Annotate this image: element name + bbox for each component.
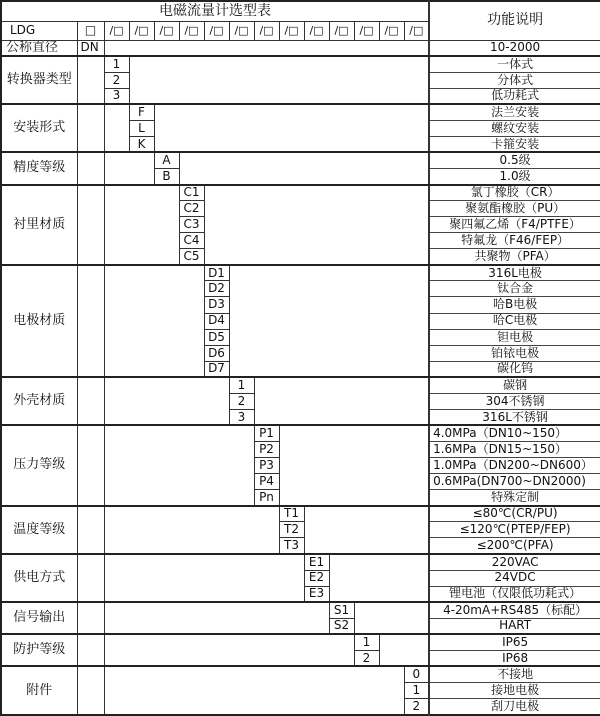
desc-cell: 哈C电极 — [429, 313, 600, 329]
code-cell: 1 — [354, 634, 379, 650]
desc-cell: 0.6MPa(DN700~DN2000) — [429, 474, 600, 490]
desc-cell: 聚四氟乙烯（F4/PTFE） — [429, 217, 600, 233]
code-cell: C4 — [179, 233, 204, 249]
spacer-cell — [77, 554, 104, 602]
spacer-cell — [104, 634, 354, 666]
model-slot: /□ — [129, 21, 154, 40]
spacer-cell — [104, 265, 204, 377]
desc-cell: 4.0MPa（DN10~150） — [429, 425, 600, 441]
code-cell: B — [154, 168, 179, 184]
spacer-cell — [379, 634, 429, 666]
desc-cell: 316L不锈钢 — [429, 409, 600, 425]
spacer-cell — [77, 377, 104, 425]
spacer-cell — [77, 265, 104, 377]
code-cell: D4 — [204, 313, 229, 329]
code-cell: D3 — [204, 297, 229, 313]
desc-cell: 24VDC — [429, 570, 600, 586]
desc-cell: 铂铱电极 — [429, 345, 600, 361]
desc-cell: 法兰安装 — [429, 104, 600, 120]
desc-cell: 一体式 — [429, 56, 600, 72]
code-cell: D1 — [204, 265, 229, 281]
desc-cell: ≤120℃(PTEP/FEP) — [429, 522, 600, 538]
code-cell: E3 — [304, 586, 329, 602]
category-label: 精度等级 — [1, 152, 77, 184]
desc-cell: IP68 — [429, 650, 600, 666]
spacer-cell — [104, 185, 179, 265]
code-cell: 2 — [354, 650, 379, 666]
desc-cell: 哈B电极 — [429, 297, 600, 313]
desc-cell: 0.5级 — [429, 152, 600, 168]
desc-cell: 钛合金 — [429, 281, 600, 297]
model-slot: /□ — [204, 21, 229, 40]
desc-cell: 接地电极 — [429, 682, 600, 698]
code-cell: T1 — [279, 506, 304, 522]
code-cell: C5 — [179, 249, 204, 265]
model-slot: /□ — [279, 21, 304, 40]
spacer-cell — [77, 104, 104, 152]
spacer-cell — [329, 554, 429, 602]
spacer-cell — [77, 506, 104, 554]
desc-cell: ≤80℃(CR/PU) — [429, 506, 600, 522]
spacer-cell — [104, 104, 129, 152]
desc-cell: 碳化钨 — [429, 361, 600, 377]
category-label: 衬里材质 — [1, 185, 77, 265]
model-prefix: LDG — [1, 21, 77, 40]
spacer-cell — [104, 425, 254, 505]
code-cell: DN — [77, 40, 104, 56]
code-cell: L — [129, 120, 154, 136]
spacer-cell — [77, 185, 104, 265]
model-slot: /□ — [104, 21, 129, 40]
spacer-cell — [354, 602, 429, 634]
spacer-cell — [104, 602, 329, 634]
model-slot: /□ — [379, 21, 404, 40]
model-slot: /□ — [179, 21, 204, 40]
spacer-cell — [77, 56, 104, 104]
code-cell: T3 — [279, 538, 304, 554]
spacer-cell — [179, 152, 429, 184]
desc-cell: 锂电池（仅限低功耗式） — [429, 586, 600, 602]
code-cell: E2 — [304, 570, 329, 586]
code-cell: C1 — [179, 185, 204, 201]
desc-cell: 螺纹安装 — [429, 120, 600, 136]
spacer-cell — [104, 152, 154, 184]
category-label: 信号输出 — [1, 602, 77, 634]
model-slot: /□ — [154, 21, 179, 40]
spacer-cell — [77, 602, 104, 634]
code-cell: K — [129, 136, 154, 152]
spacer-cell — [129, 56, 429, 104]
code-cell: T2 — [279, 522, 304, 538]
category-label: 附件 — [1, 666, 77, 715]
code-cell: P1 — [254, 425, 279, 441]
desc-cell: 低功耗式 — [429, 88, 600, 104]
desc-cell: 4-20mA+RS485（标配） — [429, 602, 600, 618]
spacer-cell — [254, 377, 429, 425]
spacer-cell — [304, 506, 429, 554]
spacer-cell — [104, 40, 429, 56]
spacer-cell — [229, 265, 429, 377]
spacer-cell — [77, 425, 104, 505]
desc-cell: 1.0级 — [429, 168, 600, 184]
model-slot: /□ — [404, 21, 429, 40]
desc-cell: 特殊定制 — [429, 490, 600, 506]
desc-cell: HART — [429, 618, 600, 634]
code-cell: 1 — [104, 56, 129, 72]
model-slot: /□ — [304, 21, 329, 40]
desc-cell: 特氟龙（F46/FEP） — [429, 233, 600, 249]
spacer-cell — [154, 104, 429, 152]
desc-cell: 钽电极 — [429, 329, 600, 345]
spacer-cell — [104, 666, 404, 715]
code-cell: P3 — [254, 458, 279, 474]
code-cell: C2 — [179, 201, 204, 217]
desc-cell: 卡箍安装 — [429, 136, 600, 152]
desc-cell: IP65 — [429, 634, 600, 650]
desc-cell: 碳钢 — [429, 377, 600, 393]
desc-cell: 10-2000 — [429, 40, 600, 56]
desc-cell: 1.6MPa（DN15~150） — [429, 442, 600, 458]
desc-cell: ≤200℃(PFA) — [429, 538, 600, 554]
code-cell: 1 — [229, 377, 254, 393]
table-title: 电磁流量计选型表 — [1, 1, 429, 21]
code-cell: 2 — [229, 393, 254, 409]
model-slot: /□ — [229, 21, 254, 40]
category-label: 转换器类型 — [1, 56, 77, 104]
spacer-cell — [279, 425, 429, 505]
code-cell: D6 — [204, 345, 229, 361]
spacer-cell — [104, 554, 304, 602]
model-slot: /□ — [329, 21, 354, 40]
model-slot: /□ — [254, 21, 279, 40]
category-label: 供电方式 — [1, 554, 77, 602]
code-cell: 0 — [404, 666, 429, 682]
desc-cell: 聚氨酯橡胶（PU） — [429, 201, 600, 217]
function-description-header: 功能说明 — [429, 1, 600, 40]
code-cell: D2 — [204, 281, 229, 297]
code-cell: P2 — [254, 442, 279, 458]
category-label: 电极材质 — [1, 265, 77, 377]
code-cell: S1 — [329, 602, 354, 618]
desc-cell: 1.0MPa（DN200~DN600） — [429, 458, 600, 474]
category-label: 防护等级 — [1, 634, 77, 666]
code-cell: D5 — [204, 329, 229, 345]
desc-cell: 304不锈钢 — [429, 393, 600, 409]
code-cell: P4 — [254, 474, 279, 490]
desc-cell: 分体式 — [429, 72, 600, 88]
spacer-cell — [77, 152, 104, 184]
code-cell: 2 — [404, 699, 429, 715]
code-cell: 2 — [104, 72, 129, 88]
category-label: 安装形式 — [1, 104, 77, 152]
code-cell: 3 — [104, 88, 129, 104]
dn-slot-box: □ — [77, 21, 104, 40]
spacer-cell — [77, 634, 104, 666]
code-cell: 1 — [404, 682, 429, 698]
category-label: 温度等级 — [1, 506, 77, 554]
code-cell: Pn — [254, 490, 279, 506]
desc-cell: 不接地 — [429, 666, 600, 682]
code-cell: F — [129, 104, 154, 120]
category-label: 压力等级 — [1, 425, 77, 505]
category-label: 外壳材质 — [1, 377, 77, 425]
code-cell: 3 — [229, 409, 254, 425]
desc-cell: 220VAC — [429, 554, 600, 570]
desc-cell: 刮刀电极 — [429, 699, 600, 715]
desc-cell: 316L电极 — [429, 265, 600, 281]
code-cell: S2 — [329, 618, 354, 634]
spacer-cell — [104, 506, 279, 554]
desc-cell: 氯丁橡胶（CR） — [429, 185, 600, 201]
code-cell: D7 — [204, 361, 229, 377]
model-slot: /□ — [354, 21, 379, 40]
category-label: 公称直径 — [1, 40, 77, 56]
code-cell: A — [154, 152, 179, 168]
code-cell: C3 — [179, 217, 204, 233]
spacer-cell — [204, 185, 429, 265]
code-cell: E1 — [304, 554, 329, 570]
desc-cell: 共聚物（PFA） — [429, 249, 600, 265]
spacer-cell — [104, 377, 229, 425]
spacer-cell — [77, 666, 104, 715]
